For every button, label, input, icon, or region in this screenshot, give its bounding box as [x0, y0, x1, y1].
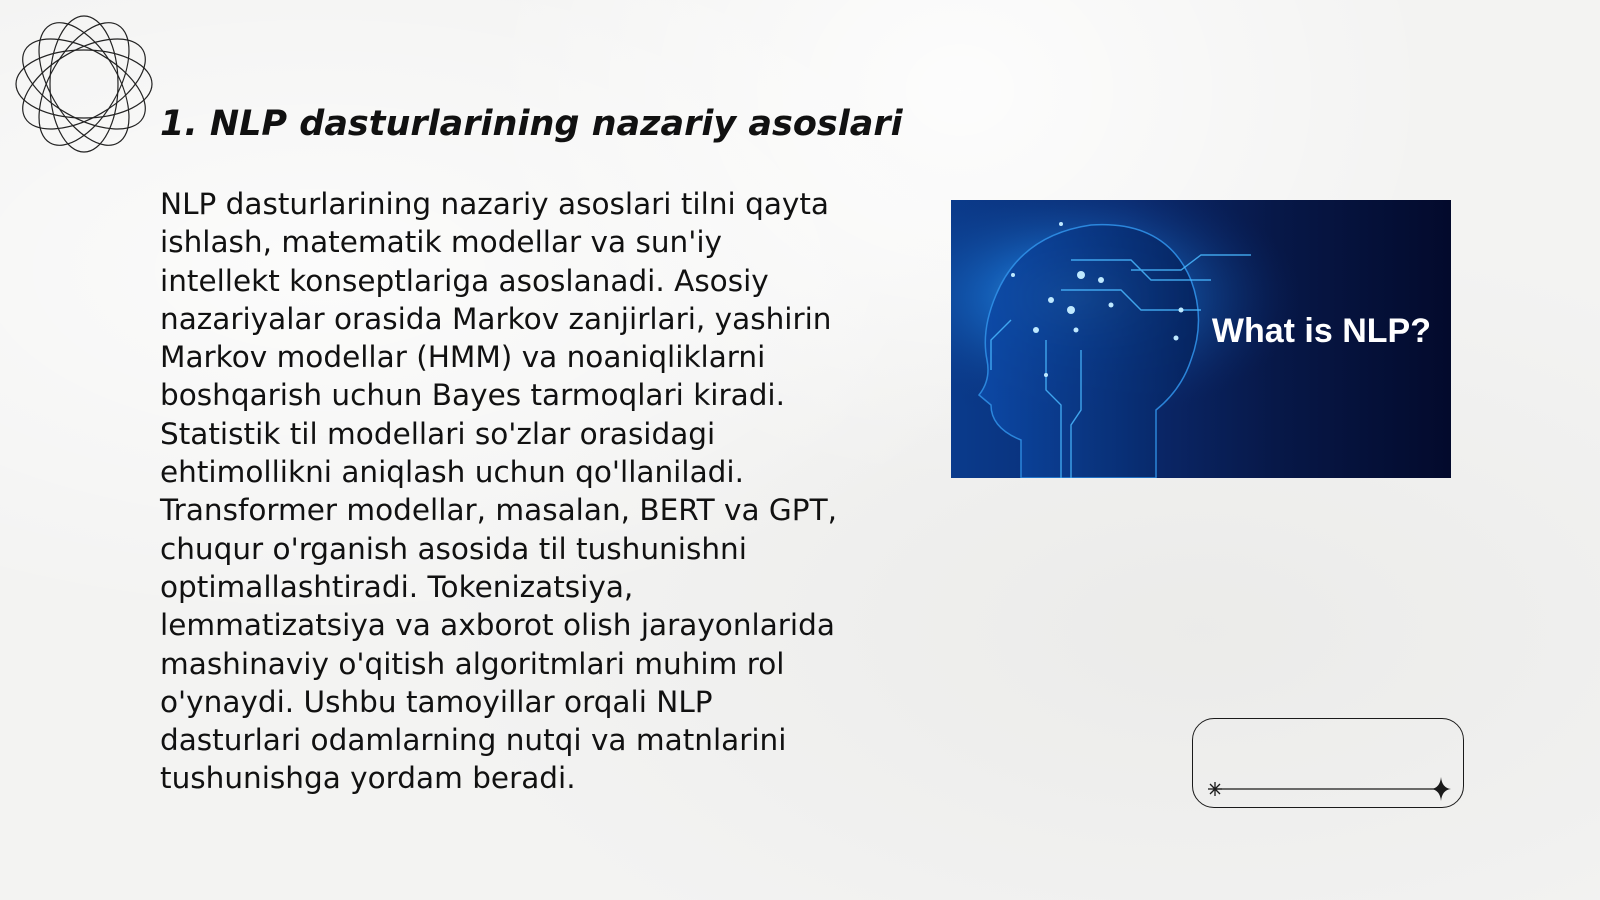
nlp-illustration — [951, 200, 1451, 478]
slide-body-text: NLP dasturlarining nazariy asoslari tilni qayta ishlash, matematik modellar va sun'iy intellekt konseptlariga asoslanadi. Asosiy nazariyalar orasida Markov zanjirlari, yashirin Markov modellar (HMM) va noaniqliklarni boshqarish uchun Bayes tarmoqlari kiradi. Statistik til modellari so'zlar orasidagi ehtimollikni aniqlash uchun qo'llaniladi. Transformer modellar, masalan, BERT va GPT, chuqur o'rganish asosida til tushunishni optimallashtiradi. Tokenizatsiya, lemmatizatsiya va axborot olish jarayonlarida mashinaviy o'qitish algoritmlari muhim rol o'ynaydi. Ushbu tamoyillar orqali NLP dasturlari odamlarning nutqi va matnlarini tushunishga yordam beradi. — [160, 187, 837, 796]
sparkle-icon — [1431, 777, 1451, 801]
decorative-slider — [1192, 718, 1464, 808]
image-caption: What is NLP? — [1211, 312, 1431, 350]
spirograph-ornament-icon — [10, 10, 158, 158]
starburst-icon — [1208, 782, 1222, 796]
slide-title: 1. NLP dasturlarining nazariy asoslari — [160, 104, 903, 144]
